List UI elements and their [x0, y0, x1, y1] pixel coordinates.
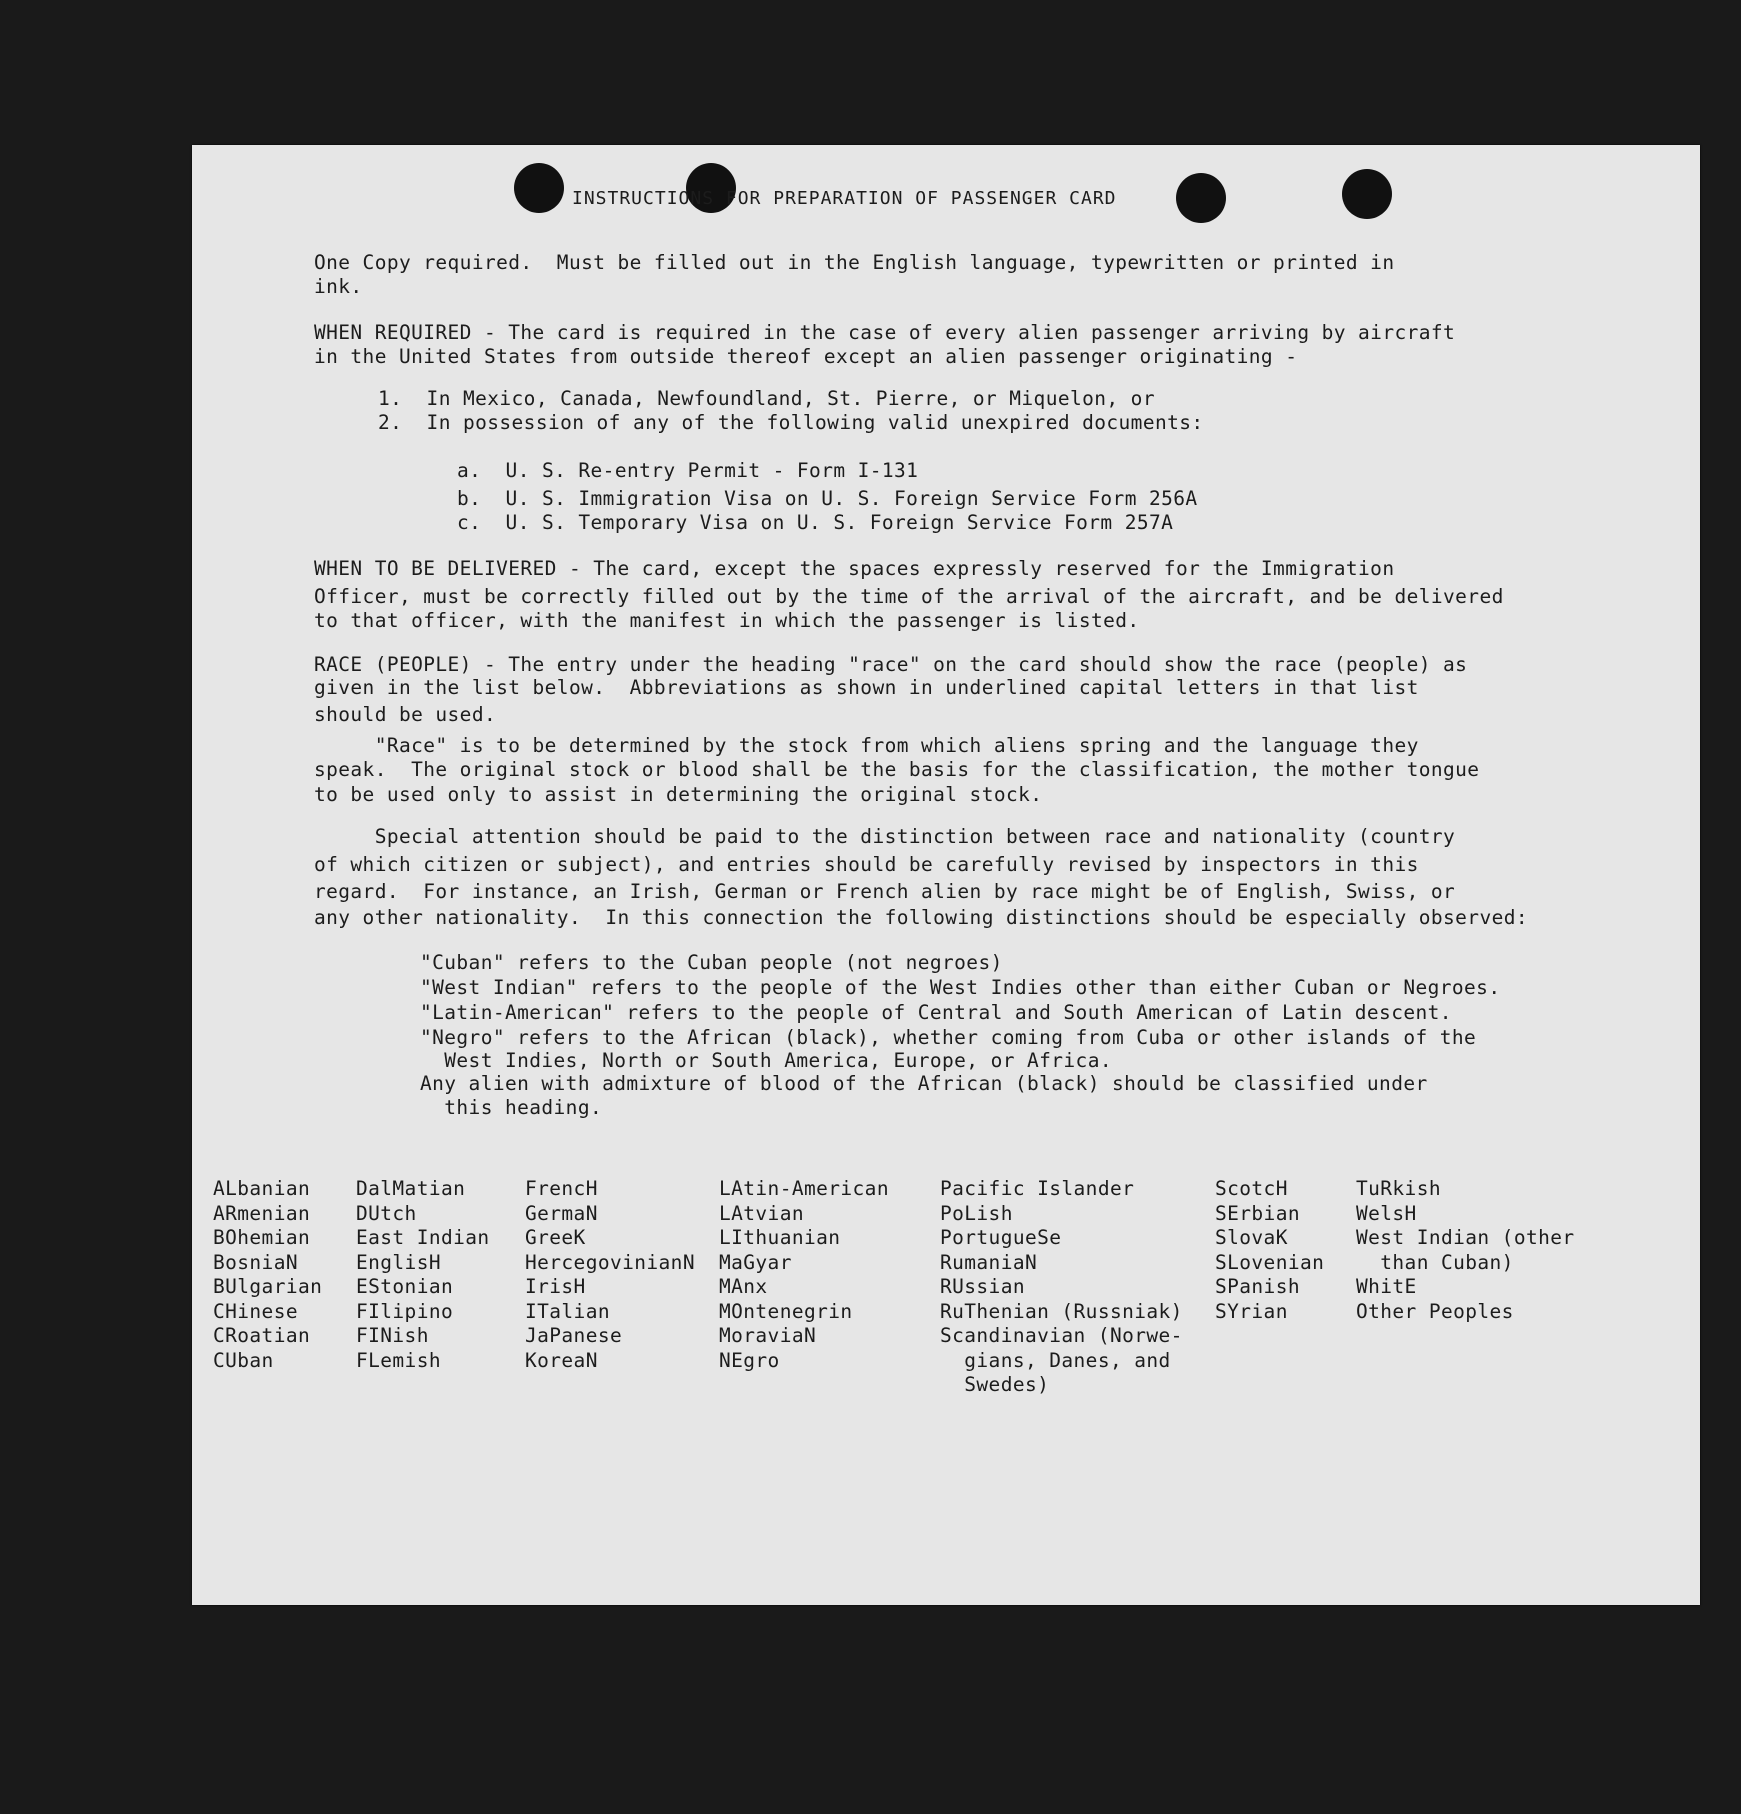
document-item: b. U. S. Immigration Visa on U. S. Foreign Service Form 256A	[457, 487, 1198, 510]
document-page	[192, 145, 1700, 1605]
numbered-item: 1. In Mexico, Canada, Newfoundland, St. Pierre, or Miquelon, or	[378, 387, 1155, 410]
race-entry: gians, Danes, and	[940, 1348, 1171, 1372]
race-entry: RUssian	[940, 1275, 1025, 1298]
distinction-line: "Negro" refers to the African (black), whether coming from Cuba or other islands of the	[420, 1026, 1477, 1049]
race-entry: RuThenian (Russniak)	[940, 1299, 1183, 1323]
race-entry: ALbanian	[213, 1177, 311, 1200]
when-delivered-line: Officer, must be correctly filled out by the time of the arrival of the aircraft, and be delivered	[314, 585, 1504, 608]
race-entry: SlovaK	[1215, 1226, 1288, 1249]
distinction-line: Any alien with admixture of blood of the African (black) should be classified under	[420, 1072, 1428, 1095]
distinction-line: this heading.	[420, 1096, 603, 1119]
intro-line: ink.	[314, 275, 363, 298]
race-entry: NEgro	[719, 1348, 780, 1372]
race-list-column	[1356, 1177, 1575, 1324]
race-entry: Other Peoples	[1356, 1299, 1514, 1323]
race-entry: PortugueSe	[940, 1226, 1062, 1249]
race-entry: IrisH	[525, 1275, 586, 1298]
punch-hole	[1176, 173, 1226, 223]
race-entry: DUtch	[356, 1201, 417, 1225]
race-entry: CUban	[213, 1348, 274, 1372]
document-item: a. U. S. Re-entry Permit - Form I-131	[457, 459, 919, 482]
race-list-column	[940, 1177, 1183, 1398]
race-entry: FLemish	[356, 1348, 441, 1372]
race-entry: EnglisH	[356, 1250, 441, 1274]
race-definition-line: speak. The original stock or blood shall be the basis for the classification, the mother tongue	[314, 758, 1480, 781]
race-entry: ARmenian	[213, 1201, 311, 1225]
race-entry: GermaN	[525, 1201, 598, 1225]
race-entry: MaGyar	[719, 1250, 792, 1274]
race-entry: BosniaN	[213, 1250, 298, 1274]
race-entry: LAtin-American	[719, 1177, 889, 1200]
document-item: c. U. S. Temporary Visa on U. S. Foreign Service Form 257A	[457, 511, 1174, 534]
race-entry: MoraviaN	[719, 1324, 817, 1347]
race-entry: MOntenegrin	[719, 1299, 853, 1323]
race-entry: Pacific Islander	[940, 1177, 1135, 1200]
race-definition-line: to be used only to assist in determining the original stock.	[314, 783, 1043, 806]
race-entry: SErbian	[1215, 1201, 1300, 1225]
page-title: INSTRUCTIONS FOR PREPARATION OF PASSENGER CARD	[572, 188, 1117, 209]
race-entry: CHinese	[213, 1299, 298, 1323]
special-attention-line: Special attention should be paid to the distinction between race and nationality (country	[314, 825, 1456, 848]
race-entry: Swedes)	[940, 1373, 1050, 1396]
race-line: RACE (PEOPLE) - The entry under the heading "race" on the card should show the race (people) as	[314, 653, 1468, 676]
when-delivered-line: to that officer, with the manifest in which the passenger is listed.	[314, 609, 1140, 632]
race-entry: SPanish	[1215, 1275, 1300, 1298]
race-entry: BUlgarian	[213, 1275, 323, 1298]
race-entry: than Cuban)	[1356, 1250, 1514, 1274]
race-list-column	[525, 1177, 695, 1373]
race-line: should be used.	[314, 703, 497, 726]
race-entry: EStonian	[356, 1275, 454, 1298]
race-entry: FINish	[356, 1324, 429, 1347]
race-entry: FrencH	[525, 1177, 598, 1200]
distinction-line: West Indies, North or South America, Europe, or Africa.	[420, 1049, 1112, 1072]
distinction-line: "Cuban" refers to the Cuban people (not negroes)	[420, 951, 1003, 974]
distinction-line: "West Indian" refers to the people of the West Indies other than either Cuban or Negroes.	[420, 976, 1501, 999]
race-entry: CRoatian	[213, 1324, 311, 1347]
race-entry: DalMatian	[356, 1177, 466, 1200]
distinction-line: "Latin-American" refers to the people of Central and South American of Latin descent.	[420, 1001, 1452, 1024]
race-entry: GreeK	[525, 1226, 586, 1249]
race-entry: LAtvian	[719, 1201, 804, 1225]
race-entry: ITalian	[525, 1299, 610, 1323]
race-entry: LIthuanian	[719, 1226, 841, 1249]
race-entry: BOhemian	[213, 1226, 311, 1249]
race-entry: East Indian	[356, 1226, 490, 1249]
punch-hole	[1342, 169, 1392, 219]
when-delivered-line: WHEN TO BE DELIVERED - The card, except the spaces expressly reserved for the Immigration	[314, 557, 1395, 580]
race-definition-line: "Race" is to be determined by the stock from which aliens spring and the language they	[314, 734, 1419, 757]
special-attention-line: regard. For instance, an Irish, German or French alien by race might be of English, Swiss, or	[314, 880, 1456, 903]
race-entry: RumaniaN	[940, 1250, 1038, 1274]
race-entry: JaPanese	[525, 1324, 623, 1347]
race-line: given in the list below. Abbreviations as shown in underlined capital letters in that list	[314, 676, 1419, 699]
race-entry: ScotcH	[1215, 1177, 1288, 1200]
race-entry: PoLish	[940, 1201, 1013, 1225]
race-entry: Scandinavian (Norwe-	[940, 1324, 1183, 1347]
when-required-line: WHEN REQUIRED - The card is required in the case of every alien passenger arriving by aircraft	[314, 321, 1456, 344]
race-entry: FIlipino	[356, 1299, 454, 1323]
intro-line: One Copy required. Must be filled out in the English language, typewritten or printed in	[314, 251, 1395, 274]
race-list-column	[356, 1177, 490, 1373]
race-entry: MAnx	[719, 1275, 768, 1298]
race-list-column	[1215, 1177, 1324, 1324]
punch-hole	[514, 163, 564, 213]
race-list-column	[719, 1177, 889, 1373]
special-attention-line: any other nationality. In this connection the following distinctions should be especially observed:	[314, 906, 1528, 929]
race-entry: KoreaN	[525, 1348, 598, 1372]
race-entry: TuRkish	[1356, 1177, 1441, 1200]
race-entry: West Indian (other	[1356, 1226, 1575, 1249]
special-attention-line: of which citizen or subject), and entries should be carefully revised by inspectors in this	[314, 853, 1419, 876]
race-entry: SYrian	[1215, 1299, 1288, 1323]
race-entry: HercegovinianN	[525, 1250, 695, 1274]
when-required-line: in the United States from outside thereof except an alien passenger originating -	[314, 345, 1298, 368]
race-list-column	[213, 1177, 322, 1373]
race-entry: SLovenian	[1215, 1250, 1325, 1274]
race-entry: WelsH	[1356, 1201, 1417, 1225]
numbered-item: 2. In possession of any of the following valid unexpired documents:	[378, 411, 1204, 434]
race-entry: WhitE	[1356, 1275, 1417, 1298]
